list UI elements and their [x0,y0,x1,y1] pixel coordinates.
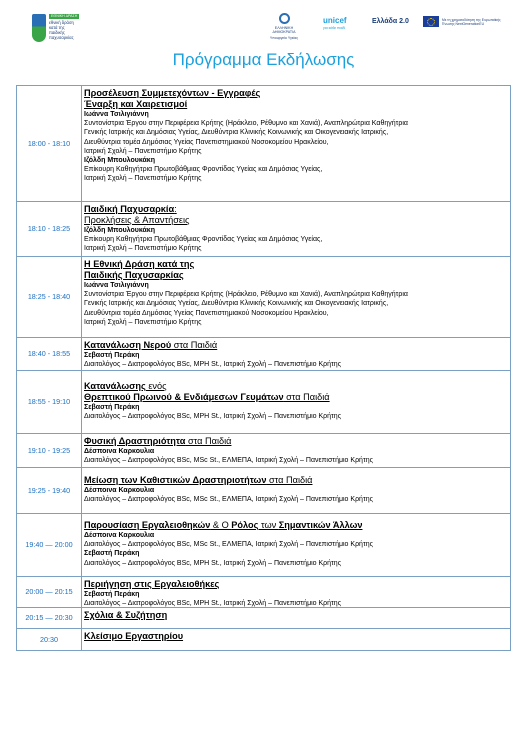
session-title: Φυσική Δραστηριότητα στα Παιδιά [84,436,232,446]
content-cell [82,608,510,628]
shield-icon [32,14,46,42]
speaker-desc: Διαιτολόγος – Διατροφολόγος BSc, MSc St., ΕΛΜΕΠΑ, Ιατρική Σχολή – Πανεπιστήμιο Κρήτης [84,496,373,504]
table-row [17,608,510,629]
gov-text-line: Υπουργείο Υγείας [269,36,299,40]
table-row [17,338,510,371]
table-row [17,468,510,514]
session-title: Κλείσιμο Εργαστηρίου [84,631,184,641]
table-row [17,629,510,650]
time-cell: 19:40 — 20:00 [17,514,82,576]
speaker-desc: Διαιτολόγος – Διατροφολόγος BSc, MPH St., Ιατρική Σχολή – Πανεπιστήμιο Κρήτης [84,413,342,421]
logo-text-line: παχυσαρκίας [49,35,74,40]
time-cell: 20:00 — 20:15 [17,577,82,607]
eu-logo [423,16,508,27]
table-row [17,577,510,608]
speaker-name: Ιωάννα Τσιλιγιάννη [84,282,149,289]
logo-text-line: παιδικής [49,30,65,35]
session-title: Παρουσίαση Εργαλειοθηκών & Ο Ρόλος των Σημαντικών Άλλων [84,520,363,530]
logo-text-line: εθνική δράση [49,20,74,25]
table-row [17,371,510,434]
session-title: Παιδική Παχυσαρκία: [84,204,177,214]
session-title: Κατανάλωση Νερού στα Παιδιά [84,340,218,350]
eu-flag-icon [423,16,439,27]
speaker-name: Ιζόλδη Μπουλουκάκη [84,227,155,234]
eu-text: Με τη χρηματοδότηση της Ευρωπαϊκής Ένωσης NextGenerationEU [442,17,501,26]
greek-government-logo [264,13,304,40]
speaker-name: Σεβαστή Περάκη [84,352,140,359]
speaker-name: Δέσποινα Καρκουλια [84,487,155,494]
speaker-name: Σεβαστή Περάκη [84,591,140,598]
session-title: Θρεπτικού Πρωινού & Ενδιάμεσων Γευμάτων στα Παιδιά [84,392,330,402]
content-cell [82,577,510,607]
speaker-desc: Διευθύντρια τομέα Δημόσιας Υγείας Πανεπιστημιακού Νοσοκομείου Ηρακλείου, [84,309,329,317]
time-cell: 20:30 [17,629,82,650]
speaker-desc: Ιατρική Σχολή – Πανεπιστήμιο Κρήτης [84,147,202,155]
speaker-desc: Συντονίστρια Έργου στην Περιφέρεια Κρήτης (Ηράκλειο, Ρέθυμνο και Χανιά), Αναπληρώτρια Καθηγήτρια [84,120,408,128]
speaker-name: Ιωάννα Τσιλιγιάννη [84,111,149,118]
speaker-desc: Ιατρική Σχολή – Πανεπιστήμιο Κρήτης [84,245,202,253]
content-cell [82,434,510,467]
speaker-name: Ιζόλδη Μπουλουκάκη [84,157,155,165]
time-cell: 18:55 - 19:10 [17,371,82,433]
session-title: Περιήγηση στις Εργαλειοθήκες [84,579,220,589]
header-logos [0,10,527,48]
time-cell: 18:25 - 18:40 [17,257,82,337]
content-cell [82,338,510,370]
speaker-desc: Συντονίστρια Έργου στην Περιφέρεια Κρήτης (Ηράκλειο, Ρέθυμνο και Χανιά), Αναπληρώτρια Καθηγήτρια [84,291,408,299]
content-cell [82,371,510,433]
table-row [17,86,510,202]
session-title: Κατανάλωσης ενός [84,381,167,391]
speaker-name: Δέσποινα Καρκουλια [84,448,155,455]
session-title: Προκλήσεις & Απαντήσεις [84,215,190,225]
session-title: Μείωση των Καθιστικών Δραστηριοτήτων στα Παιδιά [84,475,313,485]
ellada-2-logo: Ελλάδα 2.0 [372,18,409,25]
table-row [17,514,510,577]
time-cell: 18:40 - 18:55 [17,338,82,370]
table-row [17,434,510,468]
speaker-desc: Διαιτολόγος – Διατροφολόγος BSc, MPH St., Ιατρική Σχολή – Πανεπιστήμιο Κρήτης [84,600,342,608]
table-row [17,202,510,257]
content-cell [82,202,510,256]
unicef-logo [323,16,347,30]
speaker-name: Σεβαστή Περάκη [84,550,140,558]
speaker-desc: Ιατρική Σχολή – Πανεπιστήμιο Κρήτης [84,318,202,326]
time-cell: 20:15 — 20:30 [17,608,82,628]
gov-text-line: ΕΛΛΗΝΙΚΗ ΔΗΜΟΚΡΑΤΙΑ [272,26,296,34]
speaker-desc: Διαιτολόγος – Διατροφολόγος BSc, MSc St., ΕΛΜΕΠΑ, Ιατρική Σχολή – Πανεπιστήμιο Κρήτης [84,457,373,465]
logo-bar-text: ΕΘΝΙΚΗ ΔΡΑΣΗ [51,14,78,18]
content-cell [82,257,510,337]
speaker-name: Δέσποινα Καρκουλια [84,532,155,539]
content-cell [82,468,510,513]
page-title: Πρόγραμμα Εκδήλωσης [172,50,355,69]
speaker-desc: Ιατρική Σχολή – Πανεπιστήμιο Κρήτης [84,175,202,183]
program-table [16,85,511,651]
session-title: Έναρξη και Χαιρετισμοί [84,99,188,109]
emblem-icon [279,13,290,24]
time-cell: 18:10 - 18:25 [17,202,82,256]
speaker-desc: Διαιτολόγος – Διατροφολόγος BSc, MPH St., Ιατρική Σχολή – Πανεπιστήμιο Κρήτης [84,361,342,369]
content-cell [82,514,510,576]
time-cell: 19:25 - 19:40 [17,468,82,513]
table-row [17,257,510,338]
time-cell: 19:10 - 19:25 [17,434,82,467]
speaker-name: Σεβαστή Περάκη [84,404,140,411]
speaker-desc: Επίκουρη Καθηγήτρια Πρωτοβάθμιας Φροντίδας Υγείας και Δημόσιας Υγείας, [84,236,323,244]
time-cell: 18:00 - 18:10 [17,86,82,201]
speaker-desc: Γενικής Ιατρικής και Δημόσιας Υγείας, Διευθύντρια Κλινικής Κοινωνικής και Οικογενειακής Ιατρικής, [84,129,389,137]
speaker-desc: Επίκουρη Καθηγήτρια Πρωτοβάθμιας Φροντίδας Υγείας και Δημόσιας Υγείας, [84,166,323,174]
unicef-subtext: για κάθε παιδί [323,26,346,30]
content-cell [82,629,510,650]
session-title: Σχόλια & Συζήτηση [84,610,168,620]
unicef-text: unicef [323,16,347,25]
session-title: Προσέλευση Συμμετεχόντων - Εγγραφές [84,88,261,98]
speaker-desc: Διαιτολόγος – Διατροφολόγος BSc, MPH St., Ιατρική Σχολή – Πανεπιστήμιο Κρήτης [84,559,342,567]
speaker-desc: Γενικής Ιατρικής και Δημόσιας Υγείας, Διευθύντρια Κλινικής Κοινωνικής και Οικογενειακής Ιατρικής, [84,300,389,308]
speaker-desc: Διαιτολόγος – Διατροφολόγος BSc, MSc St., ΕΛΜΕΠΑ, Ιατρική Σχολή – Πανεπιστήμιο Κρήτης [84,541,373,549]
session-title: Παιδικής Παχυσαρκίας [84,270,184,280]
content-cell [82,86,510,201]
national-action-logo [32,14,112,46]
speaker-desc: Διευθύντρια τομέα Δημόσιας Υγείας Πανεπιστημιακού Νοσοκομείου Ηρακλείου, [84,138,329,146]
logo-text-line: κατά της [49,25,65,30]
session-title: Η Εθνική Δράση κατά της [84,259,195,269]
